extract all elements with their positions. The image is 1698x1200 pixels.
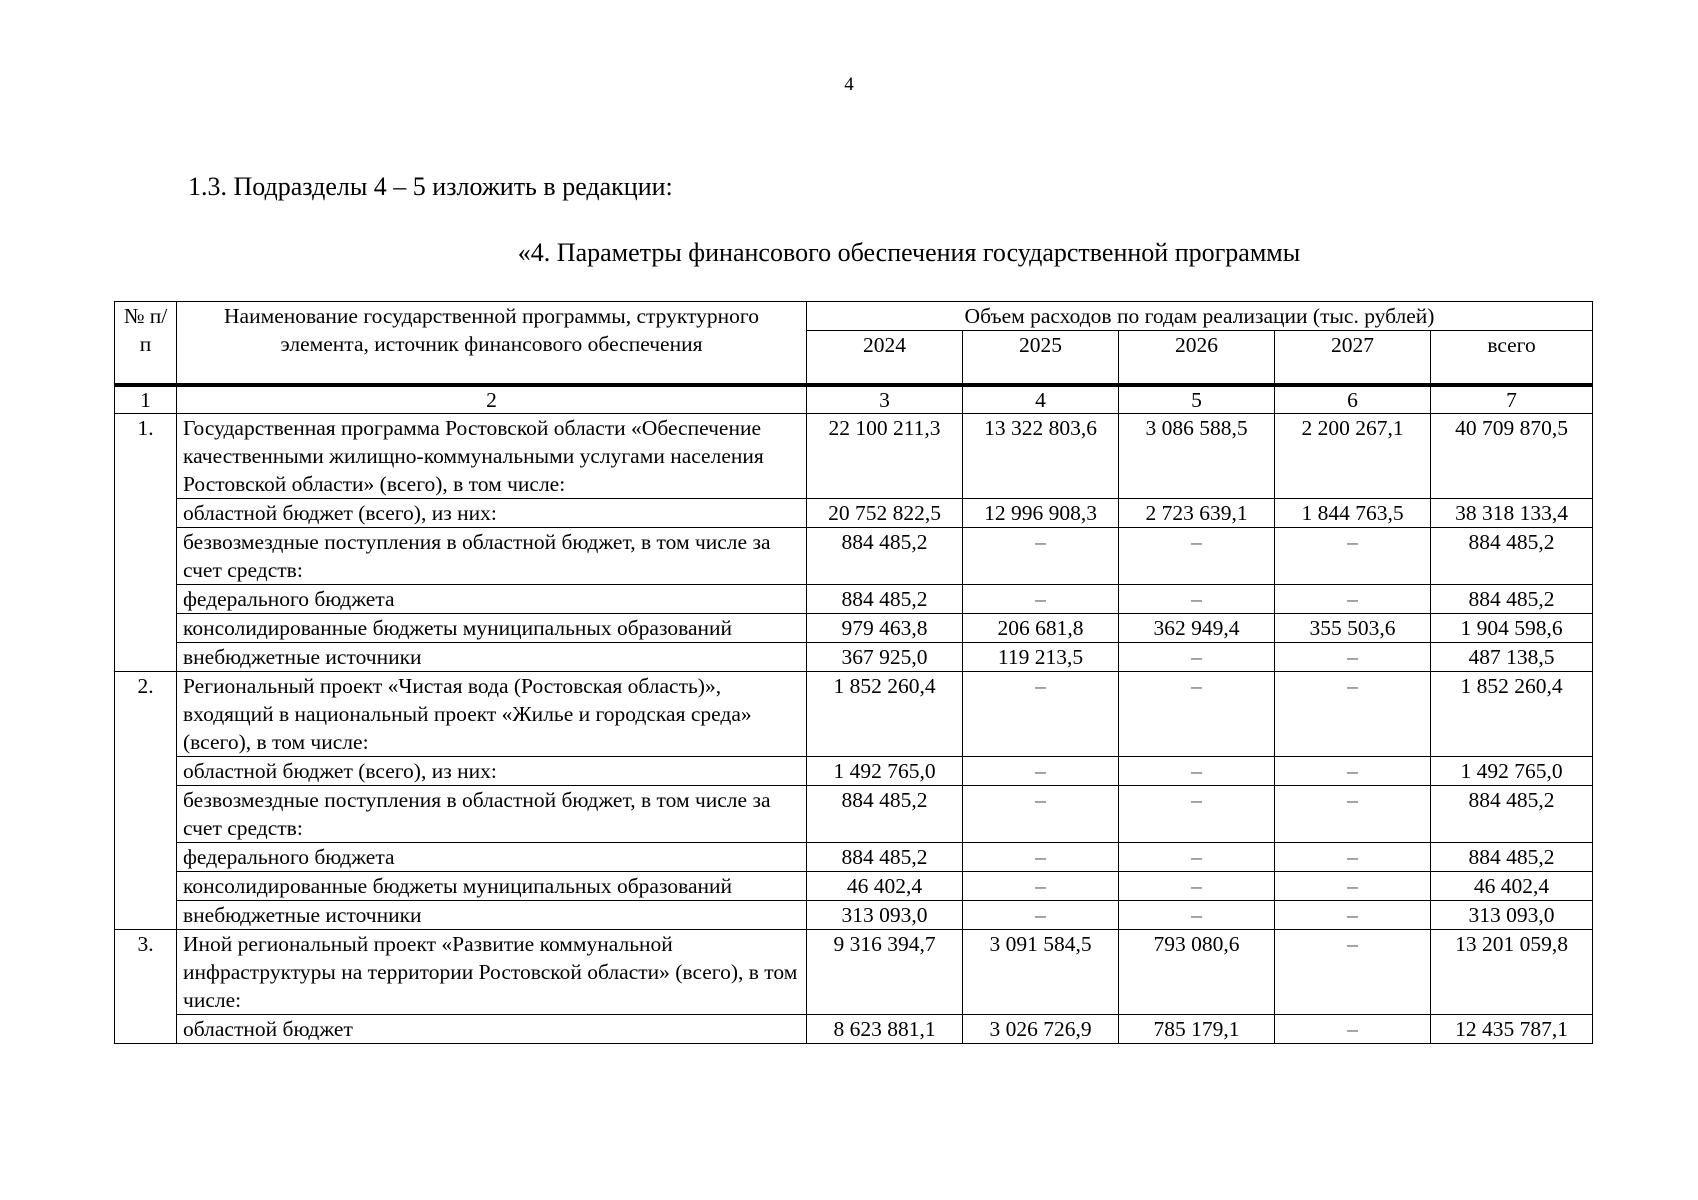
row-value-total: 13 201 059,8 bbox=[1431, 929, 1593, 1014]
column-number: 6 bbox=[1275, 385, 1431, 414]
row-index: 3. bbox=[115, 929, 177, 1043]
row-value-v2026: 2 723 639,1 bbox=[1119, 498, 1275, 527]
header-name: Наименование государственной программы, структурного элемента, источник финансового обеспечения bbox=[177, 302, 807, 385]
row-name: безвозмездные поступления в областной бюджет, в том числе за счет средств: bbox=[177, 785, 807, 842]
row-value-v2024: 1 852 260,4 bbox=[807, 671, 963, 756]
row-name: федерального бюджета bbox=[177, 584, 807, 613]
row-value-v2027: 2 200 267,1 bbox=[1275, 413, 1431, 498]
header-year-2027: 2027 bbox=[1275, 331, 1431, 385]
row-name: внебюджетные источники bbox=[177, 900, 807, 929]
table-row bbox=[115, 900, 1593, 929]
table-row bbox=[115, 413, 1593, 498]
row-index: 1. bbox=[115, 413, 177, 671]
column-number: 1 bbox=[115, 385, 177, 414]
column-number: 7 bbox=[1431, 385, 1593, 414]
row-name: Иной региональный проект «Развитие коммунальной инфраструктуры на территории Ростовской области» (всего), в том числе: bbox=[177, 929, 807, 1014]
row-value-v2027: 1 844 763,5 bbox=[1275, 498, 1431, 527]
row-value-v2024: 884 485,2 bbox=[807, 584, 963, 613]
page-number: 4 bbox=[844, 74, 854, 95]
header-num: № п/п bbox=[115, 302, 177, 385]
row-value-v2027: – bbox=[1275, 785, 1431, 842]
row-name: областной бюджет (всего), из них: bbox=[177, 498, 807, 527]
table-row bbox=[115, 498, 1593, 527]
header-year-2025: 2025 bbox=[963, 331, 1119, 385]
row-value-v2026: – bbox=[1119, 671, 1275, 756]
row-value-total: 884 485,2 bbox=[1431, 842, 1593, 871]
row-value-v2025: – bbox=[963, 785, 1119, 842]
row-value-v2024: 367 925,0 bbox=[807, 642, 963, 671]
row-value-v2024: 884 485,2 bbox=[807, 785, 963, 842]
row-value-v2027: – bbox=[1275, 642, 1431, 671]
table-row bbox=[115, 613, 1593, 642]
row-value-total: 46 402,4 bbox=[1431, 871, 1593, 900]
row-value-v2026: – bbox=[1119, 785, 1275, 842]
table-row bbox=[115, 871, 1593, 900]
row-value-total: 487 138,5 bbox=[1431, 642, 1593, 671]
row-value-v2027: – bbox=[1275, 900, 1431, 929]
intro-text: 1.3. Подразделы 4 – 5 изложить в редакции: bbox=[188, 172, 673, 201]
row-value-total: 1 492 765,0 bbox=[1431, 756, 1593, 785]
row-value-v2025: – bbox=[963, 671, 1119, 756]
row-value-v2026: – bbox=[1119, 900, 1275, 929]
header-year-2026: 2026 bbox=[1119, 331, 1275, 385]
row-value-total: 40 709 870,5 bbox=[1431, 413, 1593, 498]
row-value-v2024: 20 752 822,5 bbox=[807, 498, 963, 527]
section-title: «4. Параметры финансового обеспечения государственной программы bbox=[517, 238, 1301, 267]
row-value-v2025: – bbox=[963, 900, 1119, 929]
header-total: всего bbox=[1431, 331, 1593, 385]
row-value-v2024: 9 316 394,7 bbox=[807, 929, 963, 1014]
row-value-v2025: 12 996 908,3 bbox=[963, 498, 1119, 527]
row-value-v2025: 3 091 584,5 bbox=[963, 929, 1119, 1014]
row-value-v2027: – bbox=[1275, 929, 1431, 1014]
row-value-v2026: – bbox=[1119, 527, 1275, 584]
row-value-v2026: – bbox=[1119, 842, 1275, 871]
row-value-v2024: 313 093,0 bbox=[807, 900, 963, 929]
row-value-v2026: – bbox=[1119, 642, 1275, 671]
row-value-total: 313 093,0 bbox=[1431, 900, 1593, 929]
row-value-v2026: 362 949,4 bbox=[1119, 613, 1275, 642]
row-name: безвозмездные поступления в областной бюджет, в том числе за счет средств: bbox=[177, 527, 807, 584]
table-row bbox=[115, 527, 1593, 584]
table-row bbox=[115, 842, 1593, 871]
row-value-v2025: 3 026 726,9 bbox=[963, 1014, 1119, 1043]
header-row bbox=[115, 302, 1593, 331]
row-name: федерального бюджета bbox=[177, 842, 807, 871]
column-number: 4 bbox=[963, 385, 1119, 414]
row-name: областной бюджет bbox=[177, 1014, 807, 1043]
row-value-v2027: – bbox=[1275, 871, 1431, 900]
row-value-v2025: – bbox=[963, 871, 1119, 900]
row-value-total: 884 485,2 bbox=[1431, 584, 1593, 613]
row-name: консолидированные бюджеты муниципальных образований bbox=[177, 613, 807, 642]
column-number: 3 bbox=[807, 385, 963, 414]
row-value-v2026: 785 179,1 bbox=[1119, 1014, 1275, 1043]
financial-table bbox=[114, 301, 1593, 1044]
row-value-total: 38 318 133,4 bbox=[1431, 498, 1593, 527]
table-row bbox=[115, 785, 1593, 842]
header-volume: Объем расходов по годам реализации (тыс. рублей) bbox=[807, 302, 1593, 331]
row-value-v2025: – bbox=[963, 527, 1119, 584]
table-row bbox=[115, 584, 1593, 613]
row-value-v2026: – bbox=[1119, 871, 1275, 900]
row-value-v2024: 884 485,2 bbox=[807, 527, 963, 584]
column-number: 2 bbox=[177, 385, 807, 414]
row-value-v2025: 119 213,5 bbox=[963, 642, 1119, 671]
row-name: Региональный проект «Чистая вода (Ростовская область)», входящий в национальный проект «Жилье и городская среда» (всего), в том числе: bbox=[177, 671, 807, 756]
row-name: консолидированные бюджеты муниципальных образований bbox=[177, 871, 807, 900]
row-value-v2025: – bbox=[963, 584, 1119, 613]
column-number-row bbox=[115, 385, 1593, 414]
row-value-v2025: 13 322 803,6 bbox=[963, 413, 1119, 498]
row-name: областной бюджет (всего), из них: bbox=[177, 756, 807, 785]
row-value-total: 12 435 787,1 bbox=[1431, 1014, 1593, 1043]
row-value-v2026: – bbox=[1119, 756, 1275, 785]
row-value-v2026: 3 086 588,5 bbox=[1119, 413, 1275, 498]
row-value-total: 1 904 598,6 bbox=[1431, 613, 1593, 642]
row-value-v2027: – bbox=[1275, 584, 1431, 613]
row-value-v2024: 884 485,2 bbox=[807, 842, 963, 871]
row-value-v2027: – bbox=[1275, 1014, 1431, 1043]
table-row bbox=[115, 1014, 1593, 1043]
row-value-v2027: – bbox=[1275, 842, 1431, 871]
header-year-2024: 2024 bbox=[807, 331, 963, 385]
row-value-v2025: – bbox=[963, 756, 1119, 785]
row-value-v2027: – bbox=[1275, 756, 1431, 785]
row-value-v2027: – bbox=[1275, 671, 1431, 756]
row-value-total: 1 852 260,4 bbox=[1431, 671, 1593, 756]
row-value-v2024: 8 623 881,1 bbox=[807, 1014, 963, 1043]
row-value-v2027: – bbox=[1275, 527, 1431, 584]
row-name: Государственная программа Ростовской области «Обеспечение качественными жилищно-коммунальными услугами населения Ростовской области» (всего), в том числе: bbox=[177, 413, 807, 498]
table-row bbox=[115, 642, 1593, 671]
row-value-v2026: – bbox=[1119, 584, 1275, 613]
column-number: 5 bbox=[1119, 385, 1275, 414]
row-value-v2027: 355 503,6 bbox=[1275, 613, 1431, 642]
row-value-v2025: 206 681,8 bbox=[963, 613, 1119, 642]
row-name: внебюджетные источники bbox=[177, 642, 807, 671]
row-value-v2025: – bbox=[963, 842, 1119, 871]
row-value-v2026: 793 080,6 bbox=[1119, 929, 1275, 1014]
table-row bbox=[115, 929, 1593, 1014]
row-value-v2024: 22 100 211,3 bbox=[807, 413, 963, 498]
row-value-v2024: 1 492 765,0 bbox=[807, 756, 963, 785]
row-value-total: 884 485,2 bbox=[1431, 785, 1593, 842]
row-value-total: 884 485,2 bbox=[1431, 527, 1593, 584]
row-value-v2024: 46 402,4 bbox=[807, 871, 963, 900]
table-row bbox=[115, 671, 1593, 756]
table-row bbox=[115, 756, 1593, 785]
row-value-v2024: 979 463,8 bbox=[807, 613, 963, 642]
row-index: 2. bbox=[115, 671, 177, 929]
